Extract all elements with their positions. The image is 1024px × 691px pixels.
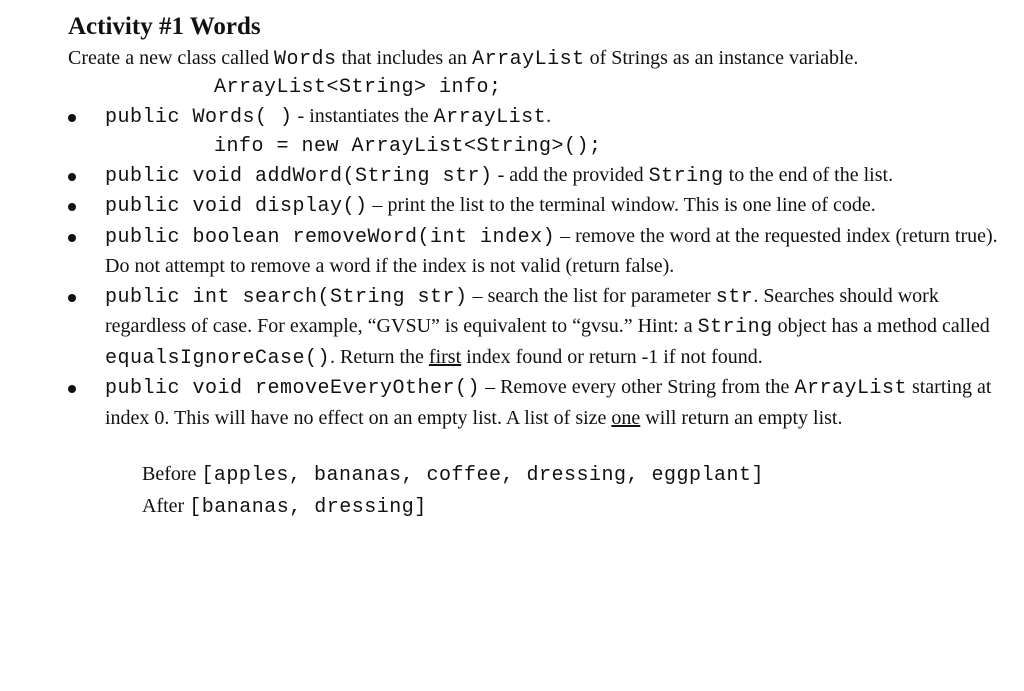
bullet-icon xyxy=(68,173,76,181)
method-desc: . xyxy=(546,105,552,127)
method-desc: – search the list for parameter xyxy=(467,284,716,307)
method-list xyxy=(68,102,1003,433)
method-item-removeeveryother xyxy=(68,373,1003,433)
method-item-removeword xyxy=(68,222,1003,282)
method-item-constructor xyxy=(68,102,1003,161)
method-desc: – remove the word at the requested index (return true). Do not attempt to remove a word if the index is not valid (return false). xyxy=(105,224,998,277)
method-desc: index found or return -1 if not found. xyxy=(461,345,763,368)
after-value: [bananas, dressing] xyxy=(189,496,427,519)
after-label: After xyxy=(142,495,190,517)
intro-text-1: Create a new class called xyxy=(68,47,275,69)
bullet-icon xyxy=(68,203,76,211)
method-signature: public void display() xyxy=(105,195,368,218)
intro-code-arraylist: ArrayList xyxy=(472,48,585,71)
method-desc: - add the provided xyxy=(492,163,649,186)
method-desc: object has a method called xyxy=(772,315,990,337)
intro-text-3: of Strings as an instance variable. xyxy=(584,47,859,69)
method-signature: public boolean removeWord(int index) xyxy=(105,225,556,249)
field-declaration: ArrayList<String> info; xyxy=(214,76,502,99)
method-desc: . Return the xyxy=(330,345,429,368)
method-signature: public void removeEveryOther() xyxy=(105,377,481,400)
method-desc: – print the list to the terminal window. This is one line of code. xyxy=(367,194,876,216)
underlined-word: first xyxy=(428,345,462,368)
example-block xyxy=(68,459,1003,523)
method-signature: public void addWord(String str) xyxy=(105,164,493,188)
method-desc-code: ArrayList xyxy=(794,377,907,400)
method-item-addword xyxy=(68,161,1003,192)
method-desc-code: String xyxy=(648,164,724,188)
method-desc-code: String xyxy=(697,316,773,339)
before-value: [apples, bananas, coffee, dressing, eggplant] xyxy=(201,464,765,487)
constructor-body-code: info = new ArrayList<String>(); xyxy=(214,134,602,158)
method-desc: to the end of the list. xyxy=(723,163,894,186)
method-desc: starting at index 0. This will have no effect on an empty list. A list of size xyxy=(105,376,992,429)
bullet-icon xyxy=(68,234,76,242)
method-signature: public Words( ) xyxy=(105,106,293,129)
method-desc-code: str xyxy=(715,285,754,309)
intro-text-2: that includes an xyxy=(336,47,473,69)
before-label: Before xyxy=(142,463,202,485)
example-before xyxy=(142,459,1003,491)
method-desc: - instantiates the xyxy=(292,105,434,127)
method-desc: will return an empty list. xyxy=(640,406,843,429)
method-desc: – Remove every other String from the xyxy=(480,376,795,398)
method-item-search xyxy=(68,282,1003,374)
intro-paragraph xyxy=(68,44,1003,74)
document xyxy=(68,10,1003,523)
example-after xyxy=(142,491,1003,523)
underlined-word: one xyxy=(611,406,641,429)
activity-title: Activity #1 Words xyxy=(68,13,261,40)
bullet-icon xyxy=(68,114,76,122)
method-item-display xyxy=(68,191,1003,222)
bullet-icon xyxy=(68,385,76,393)
intro-code-words: Words xyxy=(274,48,337,71)
method-desc-code: ArrayList xyxy=(433,106,547,129)
bullet-icon xyxy=(68,294,76,302)
method-signature: public int search(String str) xyxy=(105,285,468,309)
method-desc: . Searches should work regardless of case. For example, “GVSU” is equivalent to “gvsu.” Hint: a xyxy=(105,284,939,337)
method-desc-code: equalsIgnoreCase() xyxy=(105,346,331,370)
